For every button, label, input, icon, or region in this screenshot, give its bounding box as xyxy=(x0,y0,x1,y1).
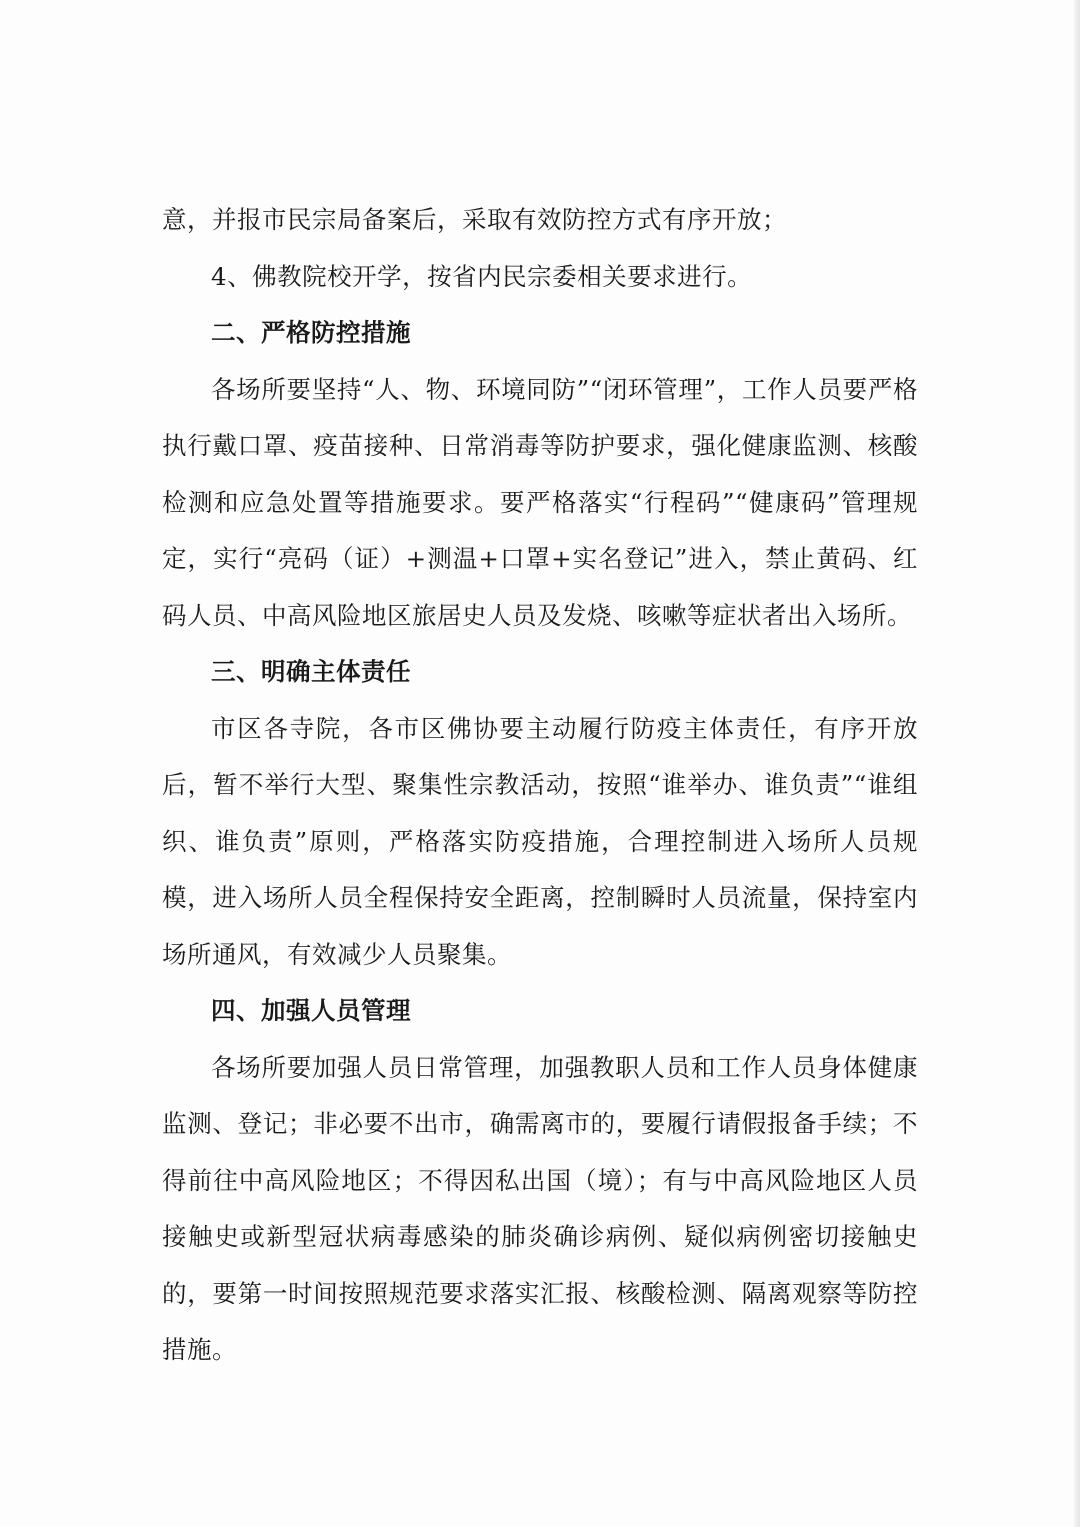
section-heading-3: 三、明确主体责任 xyxy=(211,657,411,686)
section-heading-2: 二、严格防控措施 xyxy=(211,318,411,347)
paragraph-item-4: 4、佛教院校开学，按省内民宗委相关要求进行。 xyxy=(211,261,753,291)
paragraph-section-3: 市区各寺院，各市区佛协要主动履行防疫主体责任，有序开放后，暂不举行大型、聚集性宗教活动，按照“谁举办、谁负责”“谁组织、谁负责”原则，严格落实防疫措施，合理控制进入场所人员规模，进入场所人员全程保持安全距离，控制瞬时人员流量，保持室内场所通风，有效减少人员聚集。 xyxy=(162,713,918,969)
section-heading-4: 四、加强人员管理 xyxy=(211,996,411,1025)
scan-edge xyxy=(1074,0,1080,1527)
paragraph-section-2: 各场所要坚持“人、物、环境同防”“闭环管理”，工作人员要严格执行戴口罩、疫苗接种、日常消毒等防护要求，强化健康监测、核酸检测和应急处置等措施要求。要严格落实“行程码”“健康码”管理规定，实行“亮码（证）+测温+口罩+实名登记”进入，禁止黄码、红码人员、中高风险地区旅居史人员及发烧、咳嗽等症状者出入场所。 xyxy=(162,374,918,630)
paragraph-section-4: 各场所要加强人员日常管理，加强教职人员和工作人员身体健康监测、登记；非必要不出市，确需离市的，要履行请假报备手续；不得前往中高风险地区；不得因私出国（境）；有与中高风险地区人员接触史或新型冠状病毒感染的肺炎确诊病例、疑似病例密切接触史的，要第一时间按照规范要求落实汇报、核酸检测、隔离观察等防控措施。 xyxy=(162,1052,918,1364)
document-body xyxy=(162,192,918,1379)
paragraph-continuation: 意，并报市民宗局备案后，采取有效防控方式有序开放； xyxy=(162,205,787,234)
